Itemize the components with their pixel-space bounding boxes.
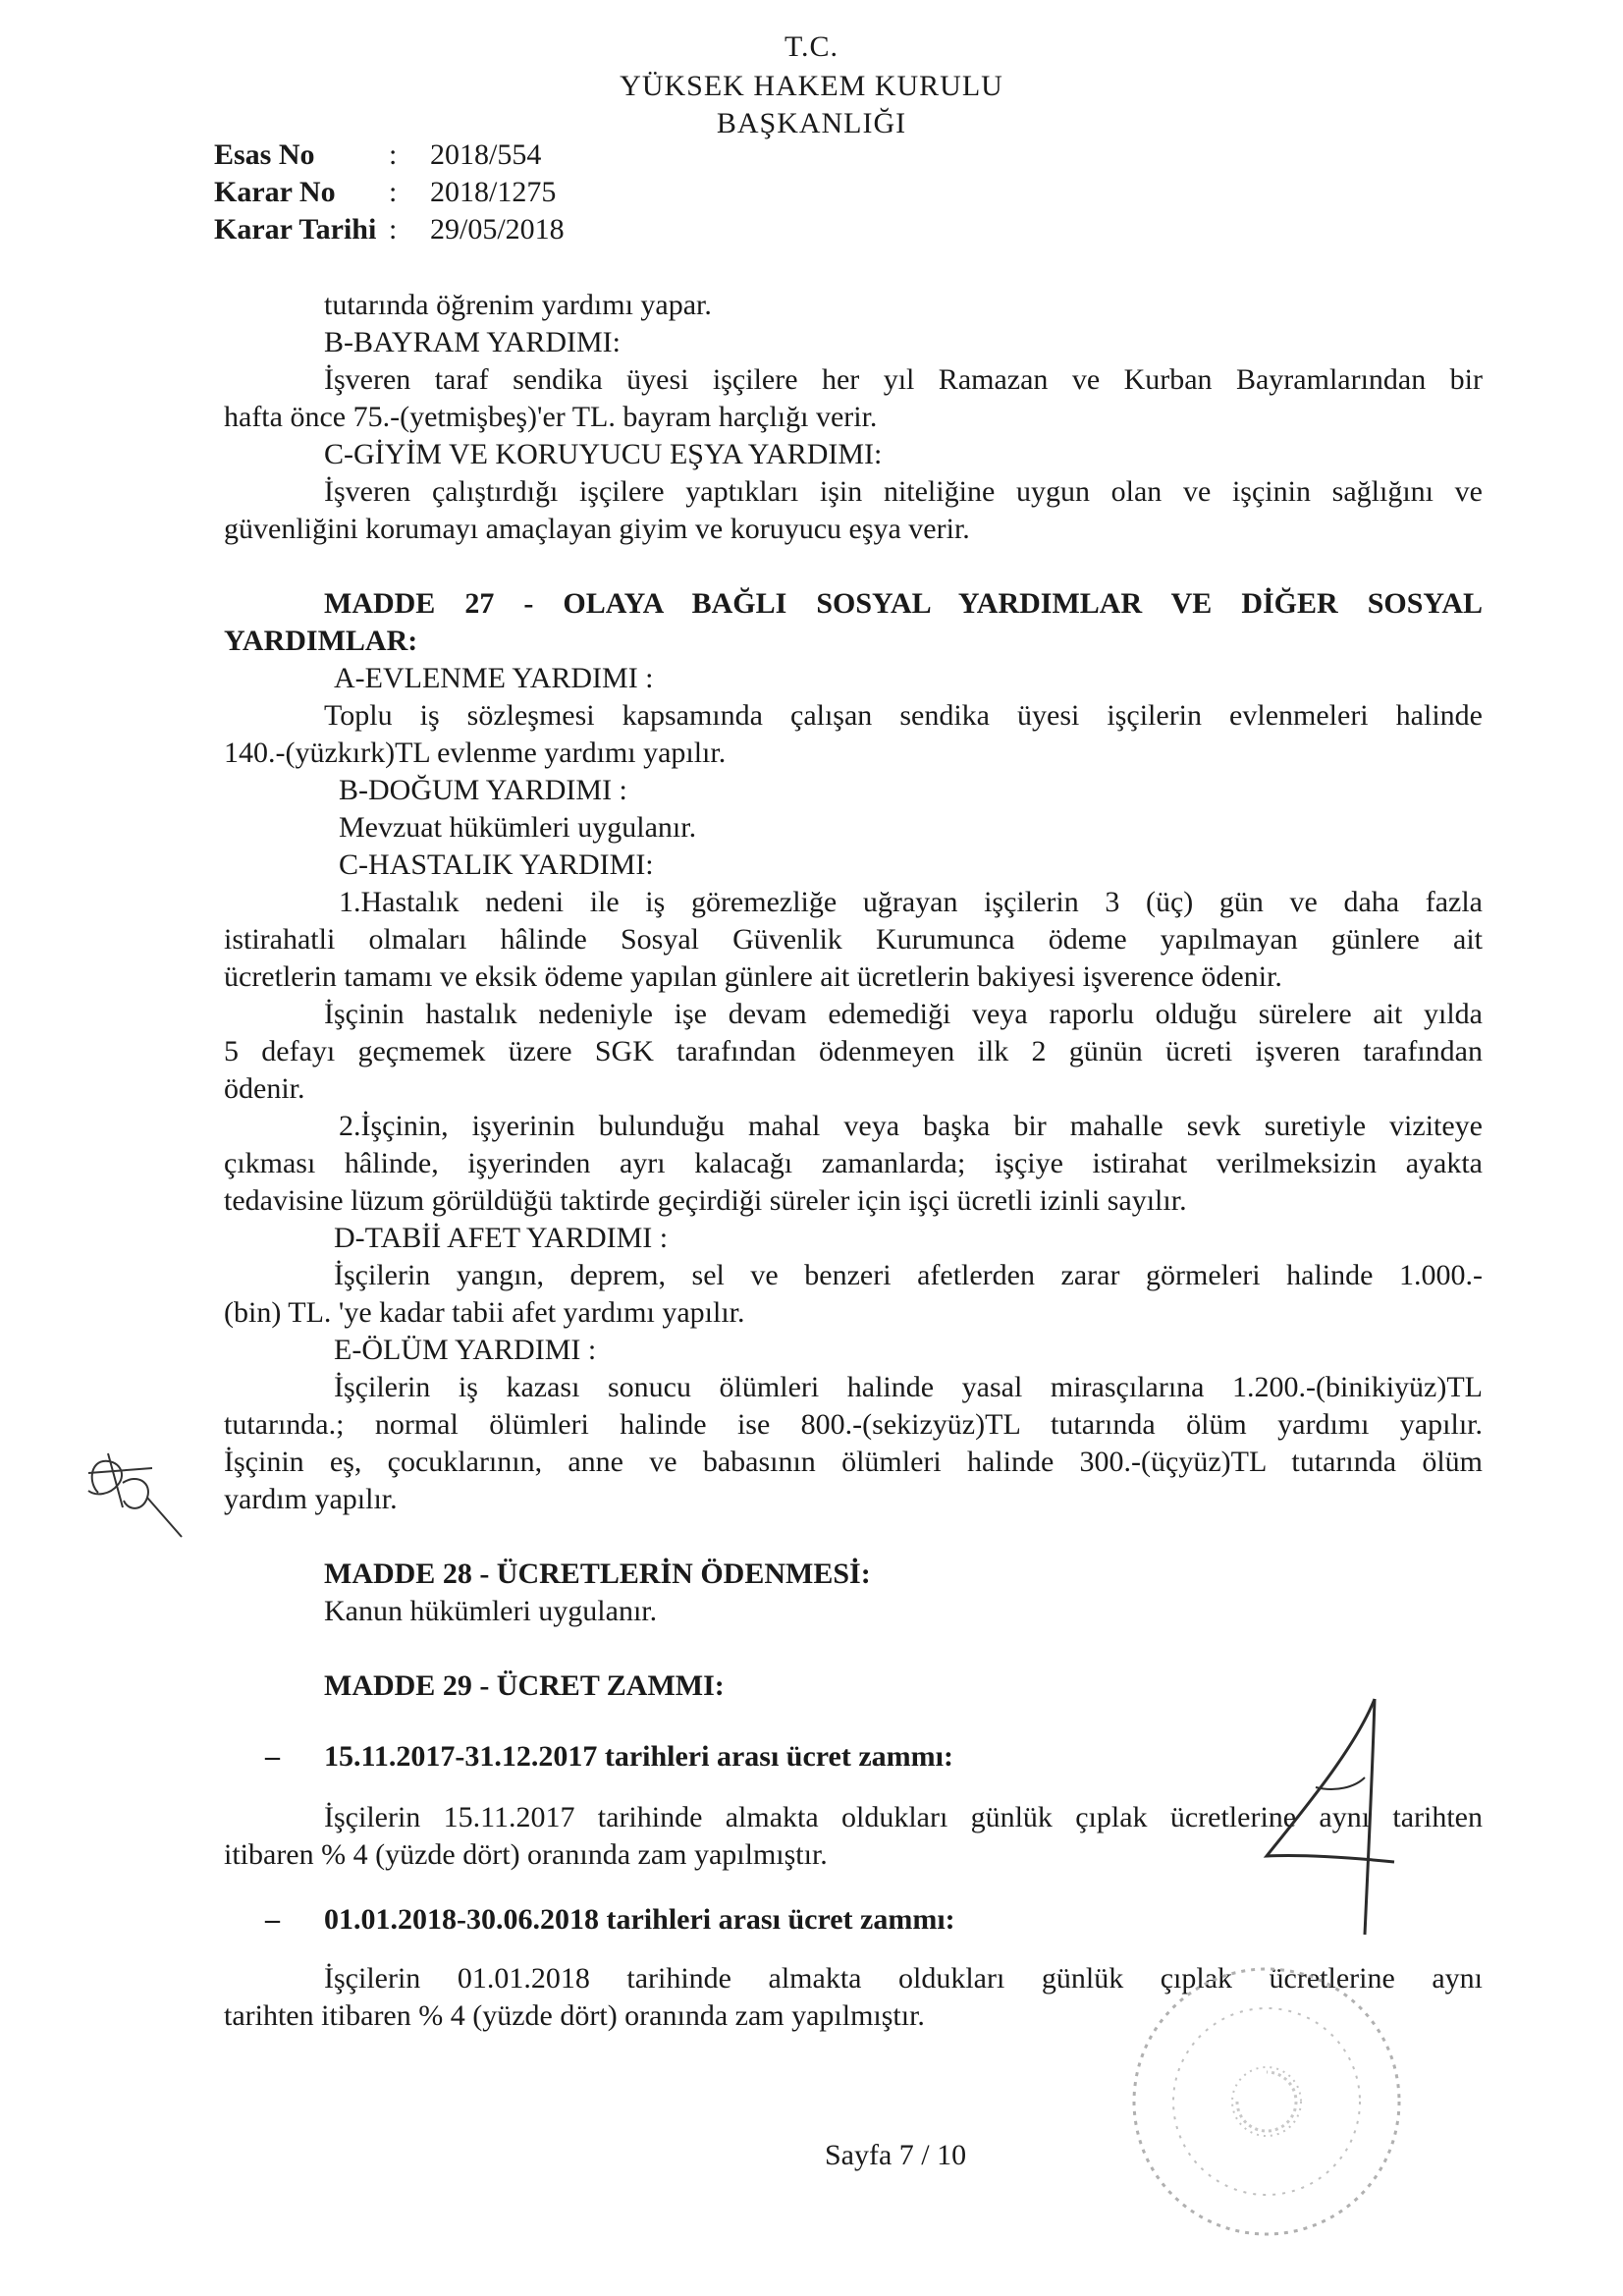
colon: : (389, 176, 398, 208)
handwritten-signature (1247, 1689, 1404, 1944)
text-line: ödenir. (224, 1072, 305, 1105)
subheading-hastalik: C-HASTALIK YARDIMI: (339, 848, 654, 881)
text-line: İşçilerin 15.11.2017 tarihinde almakta oldukları günlük çıplak ücretlerine aynı tarihten (324, 1801, 1483, 1833)
article-27-heading-cont: YARDIMLAR: (224, 625, 418, 657)
text-line: İşçilerin yangın, deprem, sel ve benzeri afetlerden zarar görmeleri halinde 1.000.- (334, 1259, 1483, 1291)
text-line: İşçinin eş, çocuklarının, anne ve babasının ölümleri halinde 300.-(üçyüz)TL tutarında ölüm (224, 1446, 1483, 1478)
subheading-afet: D-TABİİ AFET YARDIMI : (334, 1222, 669, 1254)
handwritten-initials (59, 1414, 196, 1552)
subheading-bayram: B-BAYRAM YARDIMI: (324, 326, 621, 358)
meta-esas (214, 137, 541, 173)
header-presidency: BAŞKANLIĞI (716, 107, 907, 139)
text-line: ücretlerin tamamı ve eksik ödeme yapılan günlere ait ücretlerin bakiyesi işverence ödenir. (224, 960, 1282, 993)
subheading-dogum: B-DOĞUM YARDIMI : (339, 774, 627, 806)
official-seal-stamp (1119, 1954, 1414, 2249)
text-line: 140.-(yüzkırk)TL evlenme yardımı yapılır. (224, 737, 727, 769)
text-line: 2.İşçinin, işyerinin bulunduğu mahal veya başka bir mahalle sevk suretiyle viziteye (339, 1110, 1483, 1142)
text-line: tutarında öğrenim yardımı yapar. (324, 289, 712, 321)
subheading-olum: E-ÖLÜM YARDIMI : (334, 1334, 597, 1366)
subheading-evlenme: A-EVLENME YARDIMI : (334, 662, 654, 694)
text-line: İşveren çalıştırdığı işçilere yaptıkları işin niteliğine uygun olan ve işçinin sağlığını ve (324, 475, 1483, 508)
text-line: 1.Hastalık nedeni ile iş göremezliğe uğrayan işçilerin 3 (üç) gün ve daha fazla (339, 886, 1483, 918)
text-line: güvenliğini korumayı amaçlayan giyim ve koruyucu eşya verir. (224, 513, 970, 545)
text-line: hafta önce 75.-(yetmişbeş)'er TL. bayram harçlığı verir. (224, 401, 878, 433)
header-institution: YÜKSEK HAKEM KURULU (620, 70, 1003, 102)
text-line: Mevzuat hükümleri uygulanır. (339, 811, 697, 844)
karar-value: 2018/1275 (430, 176, 557, 208)
text-line: tutarında.; normal ölümleri halinde ise 800.-(sekizyüz)TL tutarında ölüm yardımı yapılır. (224, 1408, 1483, 1441)
text-line: İşçilerin 01.01.2018 tarihinde almakta oldukları günlük çıplak ücretlerine aynı (324, 1962, 1483, 1995)
text-line: tedavisine lüzum görüldüğü taktirde geçirdiği süreler için işçi ücretli izinli sayılır. (224, 1184, 1187, 1217)
text-line: İşçilerin iş kazası sonucu ölümleri halinde yasal mirasçılarına 1.200.-(binikiyüz)TL (334, 1371, 1483, 1403)
article-29-heading: MADDE 29 - ÜCRET ZAMMI: (324, 1669, 725, 1702)
esas-label: Esas No (214, 138, 315, 171)
colon: : (389, 138, 398, 171)
meta-tarih (214, 212, 565, 247)
bullet-dash: – (265, 1903, 280, 1936)
text-line: yardım yapılır. (224, 1483, 398, 1515)
colon: : (389, 213, 398, 246)
raise-period-1-heading: 15.11.2017-31.12.2017 tarihleri arası ücret zammı: (324, 1740, 953, 1773)
karar-label: Karar No (214, 176, 336, 208)
text-line: çıkması hâlinde, işyerinden ayrı kalacağı zamanlarda; işçiye istirahat verilmeksizin ayakta (224, 1147, 1483, 1179)
subheading-giyim: C-GİYİM VE KORUYUCU EŞYA YARDIMI: (324, 438, 883, 470)
article-28-heading: MADDE 28 - ÜCRETLERİN ÖDENMESİ: (324, 1558, 871, 1590)
text-line: 5 defayı geçmemek üzere SGK tarafından ödenmeyen ilk 2 günün ücreti işveren tarafından (224, 1035, 1483, 1067)
header-tc: T.C. (784, 30, 839, 63)
article-27-heading: MADDE 27 - OLAYA BAĞLI SOSYAL YARDIMLAR VE DİĞER SOSYAL (324, 587, 1483, 620)
meta-karar (214, 175, 556, 210)
page-number: Sayfa 7 / 10 (825, 2139, 967, 2171)
bullet-dash: – (265, 1740, 280, 1773)
esas-value: 2018/554 (430, 138, 542, 171)
text-line: istirahatli olmaları hâlinde Sosyal Güvenlik Kurumunca ödeme yapılmayan günlere ait (224, 923, 1483, 956)
tarih-label: Karar Tarihi (214, 213, 377, 246)
text-line: (bin) TL. 'ye kadar tabii afet yardımı yapılır. (224, 1296, 745, 1329)
text-line: Toplu iş sözleşmesi kapsamında çalışan sendika üyesi işçilerin evlenmeleri halinde (324, 699, 1483, 732)
text-line: itibaren % 4 (yüzde dört) oranında zam yapılmıştır. (224, 1838, 828, 1871)
raise-period-2-heading: 01.01.2018-30.06.2018 tarihleri arası ücret zammı: (324, 1903, 955, 1936)
text-line: İşveren taraf sendika üyesi işçilere her yıl Ramazan ve Kurban Bayramlarından bir (324, 363, 1483, 396)
text-line: tarihten itibaren % 4 (yüzde dört) oranında zam yapılmıştır. (224, 1999, 925, 2032)
text-line: Kanun hükümleri uygulanır. (324, 1595, 658, 1627)
text-line: İşçinin hastalık nedeniyle işe devam edemediği veya raporlu olduğu sürelere ait yılda (324, 998, 1483, 1030)
tarih-value: 29/05/2018 (430, 213, 565, 246)
